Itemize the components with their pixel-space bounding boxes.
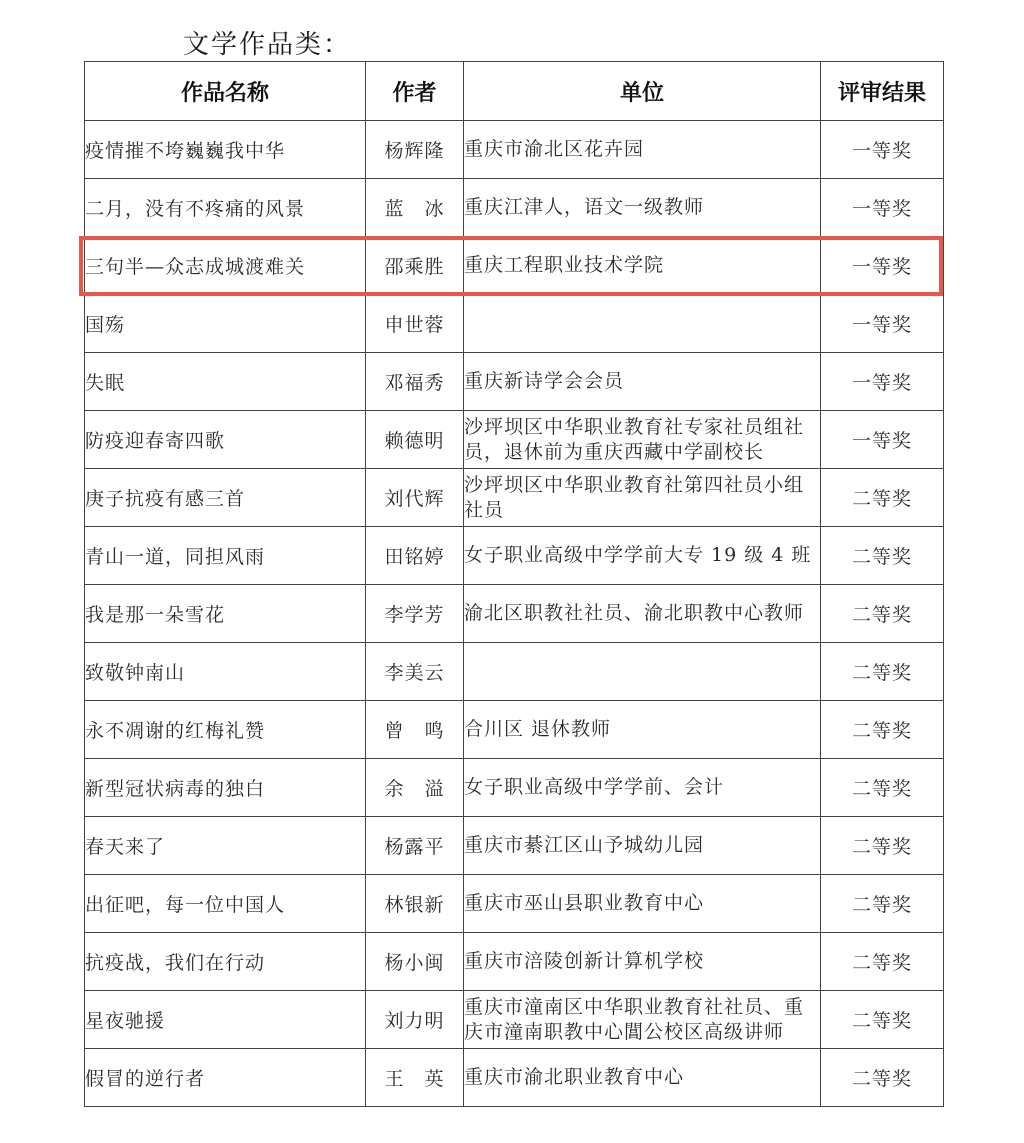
unit-name: 重庆市巫山县职业教育中心 bbox=[464, 875, 821, 933]
table-row bbox=[85, 411, 944, 469]
unit-name: 女子职业高级中学学前大专 19 级 4 班 bbox=[464, 527, 821, 585]
table-row bbox=[85, 991, 944, 1049]
work-title: 星夜驰援 bbox=[85, 991, 366, 1049]
table-row bbox=[85, 469, 944, 527]
award-result: 一等奖 bbox=[821, 121, 944, 179]
table-row bbox=[85, 759, 944, 817]
author-name: 蓝 冰 bbox=[366, 179, 464, 237]
header-result: 评审结果 bbox=[821, 62, 944, 121]
table-row bbox=[85, 121, 944, 179]
unit-name: 重庆工程职业技术学院 bbox=[464, 237, 821, 295]
author-name: 林银新 bbox=[366, 875, 464, 933]
table-row bbox=[85, 1049, 944, 1107]
work-title: 三句半—众志成城渡难关 bbox=[85, 237, 366, 295]
work-title: 防疫迎春寄四歌 bbox=[85, 411, 366, 469]
author-name: 刘代辉 bbox=[366, 469, 464, 527]
table-row bbox=[85, 295, 944, 353]
section-title: 文学作品类： bbox=[183, 30, 352, 60]
work-title: 出征吧，每一位中国人 bbox=[85, 875, 366, 933]
author-name: 刘力明 bbox=[366, 991, 464, 1049]
author-name: 赖德明 bbox=[366, 411, 464, 469]
author-name: 杨小闽 bbox=[366, 933, 464, 991]
work-title: 致敬钟南山 bbox=[85, 643, 366, 701]
author-name: 邵乘胜 bbox=[366, 237, 464, 295]
award-result: 二等奖 bbox=[821, 817, 944, 875]
unit-name: 合川区 退休教师 bbox=[464, 701, 821, 759]
award-result: 一等奖 bbox=[821, 411, 944, 469]
award-result: 二等奖 bbox=[821, 1049, 944, 1107]
award-result: 二等奖 bbox=[821, 585, 944, 643]
author-name: 申世蓉 bbox=[366, 295, 464, 353]
award-result: 一等奖 bbox=[821, 295, 944, 353]
work-title: 二月，没有不疼痛的风景 bbox=[85, 179, 366, 237]
award-result: 二等奖 bbox=[821, 991, 944, 1049]
unit-name bbox=[464, 643, 821, 701]
table-row bbox=[85, 701, 944, 759]
unit-name bbox=[464, 295, 821, 353]
header-row bbox=[85, 62, 944, 121]
award-result: 一等奖 bbox=[821, 353, 944, 411]
author-name: 曾 鸣 bbox=[366, 701, 464, 759]
unit-name: 重庆江津人，语文一级教师 bbox=[464, 179, 821, 237]
unit-name: 重庆新诗学会会员 bbox=[464, 353, 821, 411]
unit-name: 重庆市潼南区中华职业教育社社员、重庆市潼南职教中心閶公校区高级讲师 bbox=[464, 991, 821, 1049]
author-name: 邓福秀 bbox=[366, 353, 464, 411]
unit-name: 渝北区职教社社员、渝北职教中心教师 bbox=[464, 585, 821, 643]
work-title: 疫情摧不垮巍巍我中华 bbox=[85, 121, 366, 179]
table-row-highlighted bbox=[85, 237, 944, 295]
award-result: 二等奖 bbox=[821, 933, 944, 991]
header-unit: 单位 bbox=[464, 62, 821, 121]
unit-name: 重庆市渝北区花卉园 bbox=[464, 121, 821, 179]
author-name: 杨露平 bbox=[366, 817, 464, 875]
author-name: 余 溢 bbox=[366, 759, 464, 817]
table-row bbox=[85, 179, 944, 237]
work-title: 国殇 bbox=[85, 295, 366, 353]
table-row bbox=[85, 527, 944, 585]
award-result: 一等奖 bbox=[821, 179, 944, 237]
table-row bbox=[85, 585, 944, 643]
award-result: 二等奖 bbox=[821, 875, 944, 933]
unit-name: 重庆市涪陵创新计算机学校 bbox=[464, 933, 821, 991]
work-title: 新型冠状病毒的独白 bbox=[85, 759, 366, 817]
work-title: 假冒的逆行者 bbox=[85, 1049, 366, 1107]
unit-name: 重庆市綦江区山予城幼儿园 bbox=[464, 817, 821, 875]
work-title: 我是那一朵雪花 bbox=[85, 585, 366, 643]
table-row bbox=[85, 817, 944, 875]
author-name: 李美云 bbox=[366, 643, 464, 701]
work-title: 青山一道，同担风雨 bbox=[85, 527, 366, 585]
author-name: 田铭婷 bbox=[366, 527, 464, 585]
table-row bbox=[85, 875, 944, 933]
unit-name: 沙坪坝区中华职业教育社专家社员组社员，退休前为重庆西藏中学副校长 bbox=[464, 411, 821, 469]
work-title: 春天来了 bbox=[85, 817, 366, 875]
author-name: 王 英 bbox=[366, 1049, 464, 1107]
award-result: 二等奖 bbox=[821, 759, 944, 817]
table-row bbox=[85, 643, 944, 701]
award-result: 二等奖 bbox=[821, 527, 944, 585]
author-name: 李学芳 bbox=[366, 585, 464, 643]
table-row bbox=[85, 353, 944, 411]
award-result: 二等奖 bbox=[821, 701, 944, 759]
unit-name: 沙坪坝区中华职业教育社第四社员小组社员 bbox=[464, 469, 821, 527]
header-title: 作品名称 bbox=[85, 62, 366, 121]
unit-name: 重庆市渝北职业教育中心 bbox=[464, 1049, 821, 1107]
award-result: 一等奖 bbox=[821, 237, 944, 295]
award-result: 二等奖 bbox=[821, 643, 944, 701]
work-title: 永不凋谢的红梅礼赞 bbox=[85, 701, 366, 759]
award-result: 二等奖 bbox=[821, 469, 944, 527]
unit-name: 女子职业高级中学学前、会计 bbox=[464, 759, 821, 817]
awards-table bbox=[84, 61, 944, 1107]
work-title: 失眠 bbox=[85, 353, 366, 411]
work-title: 庚子抗疫有感三首 bbox=[85, 469, 366, 527]
work-title: 抗疫战，我们在行动 bbox=[85, 933, 366, 991]
table-row bbox=[85, 933, 944, 991]
author-name: 杨辉隆 bbox=[366, 121, 464, 179]
header-author: 作者 bbox=[366, 62, 464, 121]
